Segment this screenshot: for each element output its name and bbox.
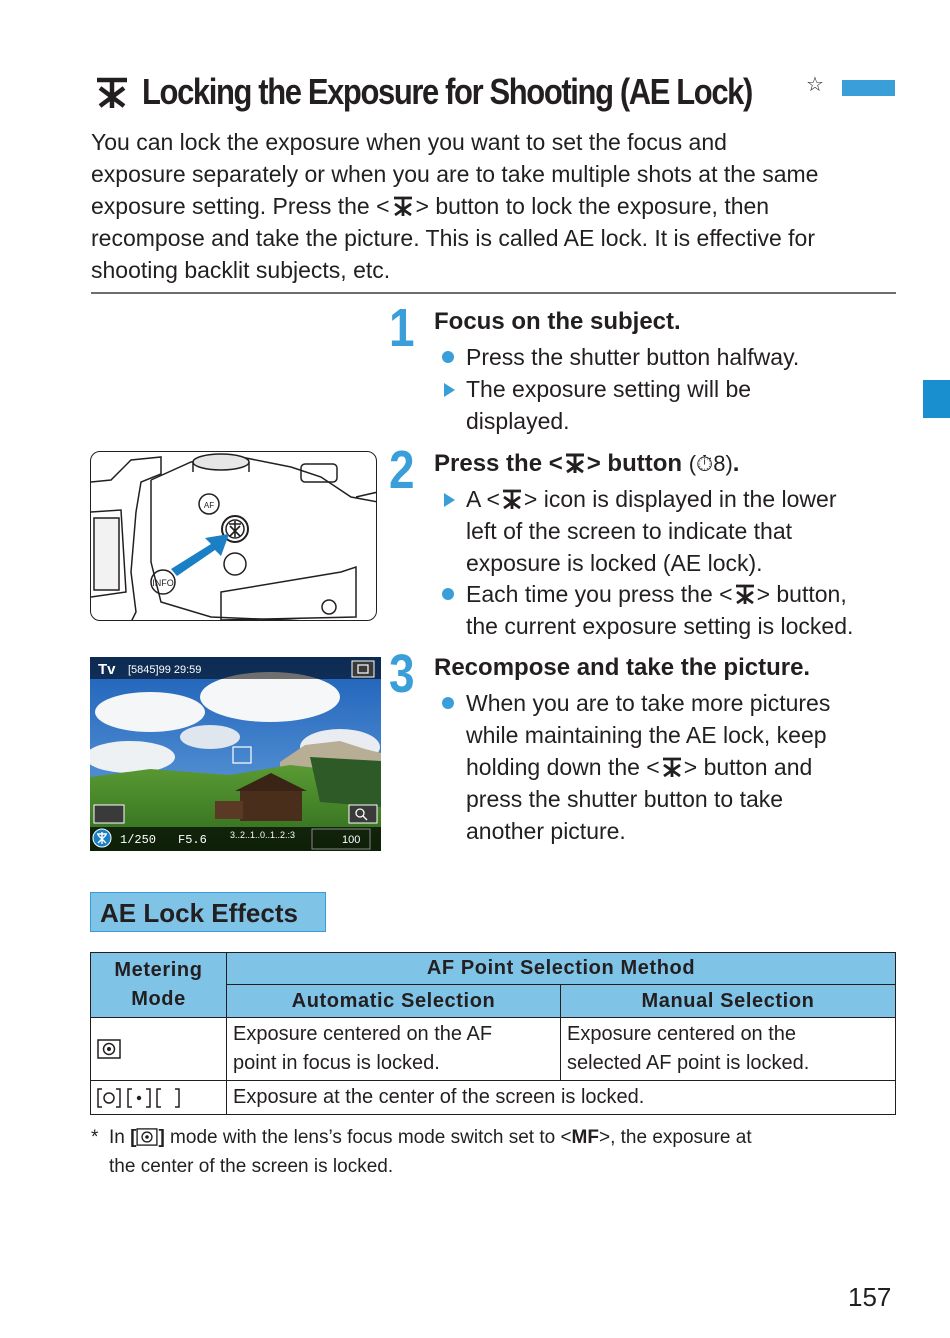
ae-lock-icon bbox=[564, 452, 586, 474]
footnote-bracket: [ bbox=[130, 1127, 137, 1148]
header-line: Mode bbox=[131, 988, 186, 1010]
lcd-mode: Tv bbox=[98, 661, 116, 678]
table-header-af-method: AF Point Selection Method bbox=[227, 953, 896, 985]
step-title: Recompose and take the picture. bbox=[434, 654, 811, 681]
bullet-line: The exposure setting will be bbox=[466, 376, 752, 402]
cell-line: Exposure centered on the AF bbox=[233, 1023, 493, 1045]
bullet-dot bbox=[442, 588, 454, 600]
page-title-text: Locking the Exposure for Shooting (AE Lock) bbox=[142, 71, 752, 112]
cell-line: Exposure centered on the bbox=[567, 1023, 797, 1045]
bullet-text: > button, bbox=[756, 581, 847, 607]
bullet-text: Each time you press the < bbox=[466, 581, 733, 607]
bullet-line bbox=[466, 578, 902, 610]
camera-illustration bbox=[90, 451, 377, 621]
bullet-dot bbox=[442, 351, 454, 363]
table-header-manual: Manual Selection bbox=[561, 985, 896, 1018]
step-bullet bbox=[466, 687, 902, 847]
footnote-line: the center of the screen is locked. bbox=[109, 1156, 394, 1177]
metering-cell bbox=[91, 1018, 227, 1081]
step-title bbox=[434, 450, 739, 478]
intro-line: exposure separately or when you are to take multiple shots at the same bbox=[91, 161, 819, 187]
lcd-shutter-speed: 1/250 bbox=[120, 833, 157, 847]
ae-lock-icon bbox=[92, 72, 132, 112]
bullet-line: left of the screen to indicate that bbox=[466, 518, 793, 544]
step-bullet bbox=[466, 578, 902, 642]
step-title-text: . bbox=[732, 450, 740, 477]
bullet-line: displayed. bbox=[466, 408, 570, 434]
table-cell bbox=[227, 1018, 561, 1081]
bullet-line bbox=[466, 751, 902, 783]
intro-paragraph bbox=[91, 126, 899, 286]
step-number: 3 bbox=[389, 644, 415, 704]
table-row bbox=[91, 1018, 896, 1081]
intro-line bbox=[91, 190, 899, 222]
page-title bbox=[92, 70, 851, 114]
bullet-line: press the shutter button to take bbox=[466, 786, 784, 812]
result-arrow-icon bbox=[444, 493, 455, 507]
lcd-screen-image bbox=[90, 657, 381, 851]
bullet-line bbox=[466, 483, 902, 515]
bullet-text: > icon is displayed in the lower bbox=[523, 486, 837, 512]
svg-text:AF: AF bbox=[203, 501, 215, 510]
bullet-line: exposure is locked (AE lock). bbox=[466, 550, 763, 576]
advanced-star-icon: ☆ bbox=[806, 74, 824, 96]
svg-text:INFO: INFO bbox=[152, 578, 174, 588]
bullet-text: A < bbox=[466, 486, 500, 512]
section-heading-text: AE Lock Effects bbox=[100, 898, 298, 928]
intro-line: recompose and take the picture. This is called AE lock. It is effective for bbox=[91, 225, 816, 251]
step-bullet bbox=[466, 483, 902, 579]
bullet-text: > button and bbox=[683, 754, 813, 780]
bullet-line: another picture. bbox=[466, 818, 626, 844]
table-cell: Exposure at the center of the screen is locked. bbox=[227, 1081, 896, 1115]
lcd-shots-info: [5845]99 29:59 bbox=[128, 664, 202, 676]
camera-body-drawing bbox=[91, 452, 377, 621]
timer-icon: (⏱8) bbox=[688, 451, 733, 476]
ae-lock-icon bbox=[501, 488, 523, 510]
lcd-exposure-scale: 3..2..1..0..1..2.:3 bbox=[230, 830, 296, 840]
divider bbox=[91, 292, 896, 294]
ae-lock-icon bbox=[392, 195, 414, 217]
step-number: 1 bbox=[389, 298, 415, 358]
result-arrow-icon bbox=[444, 383, 455, 397]
partial-metering-icon bbox=[97, 1088, 121, 1108]
lcd-iso: 100 bbox=[342, 834, 361, 846]
center-weighted-metering-icon bbox=[156, 1088, 180, 1108]
cell-line: point in focus is locked. bbox=[233, 1052, 440, 1074]
bullet-line: the current exposure setting is locked. bbox=[466, 613, 854, 639]
table-header-metering bbox=[91, 953, 227, 1018]
footnote-line bbox=[109, 1123, 891, 1152]
bullet-dot bbox=[442, 697, 454, 709]
footnote-bracket: ] bbox=[158, 1127, 165, 1148]
ae-lock-effects-table bbox=[90, 952, 896, 1115]
footnote-text: mode with the lens’s focus mode switch set to < bbox=[164, 1127, 572, 1148]
intro-text: exposure setting. Press the < bbox=[91, 193, 390, 219]
cell-line: selected AF point is locked. bbox=[567, 1052, 810, 1074]
step-title-text: Press the < bbox=[434, 450, 563, 477]
lcd-scene bbox=[90, 657, 381, 851]
footnote-asterisk: * bbox=[91, 1127, 99, 1148]
evaluative-metering-icon bbox=[136, 1128, 158, 1146]
lcd-aperture: F5.6 bbox=[178, 833, 207, 847]
bullet-line: while maintaining the AE lock, keep bbox=[466, 722, 827, 748]
header-line: Metering bbox=[114, 959, 203, 981]
ae-lock-icon bbox=[734, 583, 756, 605]
intro-text: > button to lock the exposure, then bbox=[415, 193, 770, 219]
step-title-text: > button bbox=[586, 450, 683, 477]
table-cell bbox=[561, 1018, 896, 1081]
table-row bbox=[91, 1081, 896, 1115]
footnote bbox=[91, 1123, 891, 1181]
bullet-line: When you are to take more pictures bbox=[466, 690, 831, 716]
footnote-mf: MF bbox=[571, 1127, 599, 1148]
intro-line: shooting backlit subjects, etc. bbox=[91, 257, 391, 283]
chapter-tab bbox=[923, 380, 950, 418]
intro-line: You can lock the exposure when you want to set the focus and bbox=[91, 129, 727, 155]
table-header-auto: Automatic Selection bbox=[227, 985, 561, 1018]
title-accent-bar bbox=[842, 80, 895, 96]
bullet-text: holding down the < bbox=[466, 754, 660, 780]
step-title: Focus on the subject. bbox=[434, 308, 681, 335]
step-bullet: Press the shutter button halfway. bbox=[466, 344, 800, 370]
section-heading bbox=[90, 892, 326, 932]
footnote-text: In bbox=[109, 1127, 131, 1148]
evaluative-metering-icon bbox=[97, 1039, 121, 1059]
footnote-text: >, the exposure at bbox=[598, 1127, 752, 1148]
step-bullet bbox=[466, 373, 902, 437]
ae-lock-icon bbox=[661, 756, 683, 778]
spot-metering-icon bbox=[127, 1088, 151, 1108]
metering-cell bbox=[91, 1081, 227, 1115]
page-number: 157 bbox=[848, 1282, 892, 1312]
step-number: 2 bbox=[389, 440, 415, 500]
